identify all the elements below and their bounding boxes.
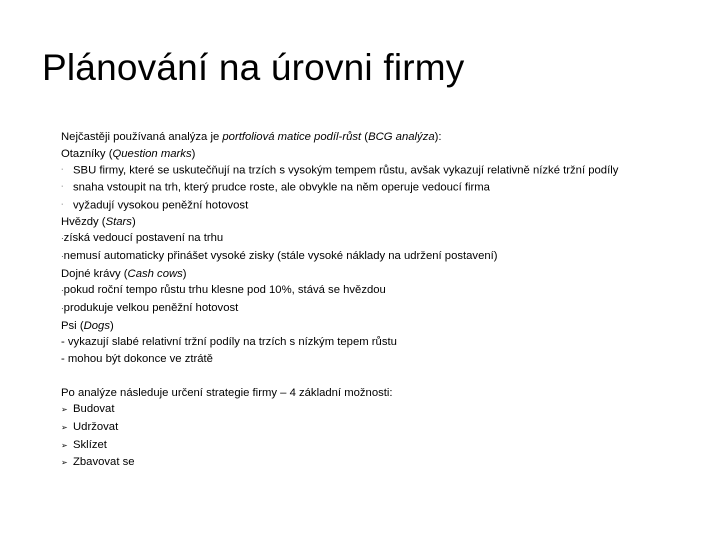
question-marks-item-2 [61,179,671,196]
intro-prefix: Nejčastěji používaná analýza je [61,131,223,143]
intro-mid: ( [361,131,369,143]
dogs-label: Psi ( [61,319,84,332]
dogs-italic: Dogs [83,319,110,332]
bullet-icon: · [61,200,64,208]
intro-italic: portfoliová matice podíl-růst [222,131,362,143]
bullet-icon: · [61,166,64,174]
cash-cows-heading [61,266,671,283]
strategy-intro: Po analýze následuje určení strategie firmy – 4 základní možnosti: [61,386,393,399]
bullet-icon: · [61,251,64,261]
question-marks-text-2: snaha vstoupit na trh, který prudce roste, ale obvykle na něm operuje vedoucí firma [73,181,490,194]
strategy-text-2: Udržovat [73,420,119,433]
spacer [61,368,671,385]
cash-cows-text-2: produkuje velkou peněžní hotovost [63,302,239,315]
bullet-icon: · [61,183,64,191]
question-marks-italic: Question marks [112,147,192,160]
strategy-text-1: Budovat [73,403,115,416]
question-marks-text-3: vyžadují vysokou peněžní hotovost [73,198,249,211]
stars-item-1 [61,230,671,248]
strategy-text-3: Sklízet [73,438,107,451]
strategy-item-2 [61,419,671,437]
bullet-icon: · [61,286,64,296]
intro-italic-2: BCG analýza [368,131,435,143]
arrowhead-icon: ➢ [61,422,68,432]
arrowhead-icon: ➢ [61,458,68,468]
stars-text-2: nemusí automaticky přinášet vysoké zisky (stále vysoké náklady na udržení postavení) [63,249,498,262]
question-marks-label: Otazníky ( [61,147,113,160]
dogs-item-1: - vykazují slabé relativní tržní podíly na trzích s nízkým tepem růstu [61,336,397,349]
intro-suffix: ): [434,131,442,143]
intro-line [61,129,671,146]
cash-cows-italic: Cash cows [127,267,183,280]
stars-item-2 [61,248,671,266]
question-marks-heading [61,146,671,163]
stars-close: ) [131,215,136,228]
slide-body [61,129,671,472]
cash-cows-label: Dojné krávy ( [61,267,128,280]
dogs-heading [61,318,671,335]
strategy-item-1 [61,401,671,419]
bullet-icon: · [61,234,64,244]
stars-label: Hvězdy ( [61,215,106,228]
strategy-item-3 [61,437,671,455]
cash-cows-item-1 [61,282,671,300]
question-marks-text-1: SBU firmy, které se uskutečňují na trzích s vysokým tempem růstu, avšak vykazují relativně nízké tržní podíly [73,164,619,177]
cash-cows-item-2 [61,300,671,318]
stars-italic: Stars [105,215,132,228]
cash-cows-close: ) [182,267,187,280]
arrowhead-icon: ➢ [61,440,68,450]
arrowhead-icon: ➢ [61,405,68,415]
stars-heading [61,214,671,231]
stars-text-1: získá vedoucí postavení na trhu [63,232,224,245]
question-marks-item-3 [61,197,671,214]
slide-title: Plánování na úrovni firmy [42,47,465,88]
question-marks-item-1 [61,162,671,179]
strategy-item-4 [61,454,671,472]
dogs-close: ) [109,319,114,332]
strategy-text-4: Zbavovat se [73,456,135,469]
cash-cows-text-1: pokud roční tempo růstu trhu klesne pod 10%, stává se hvězdou [63,284,386,297]
dogs-item-2: - mohou být dokonce ve ztrátě [61,353,213,366]
bullet-icon: · [61,304,64,314]
question-marks-close: ) [191,147,196,160]
